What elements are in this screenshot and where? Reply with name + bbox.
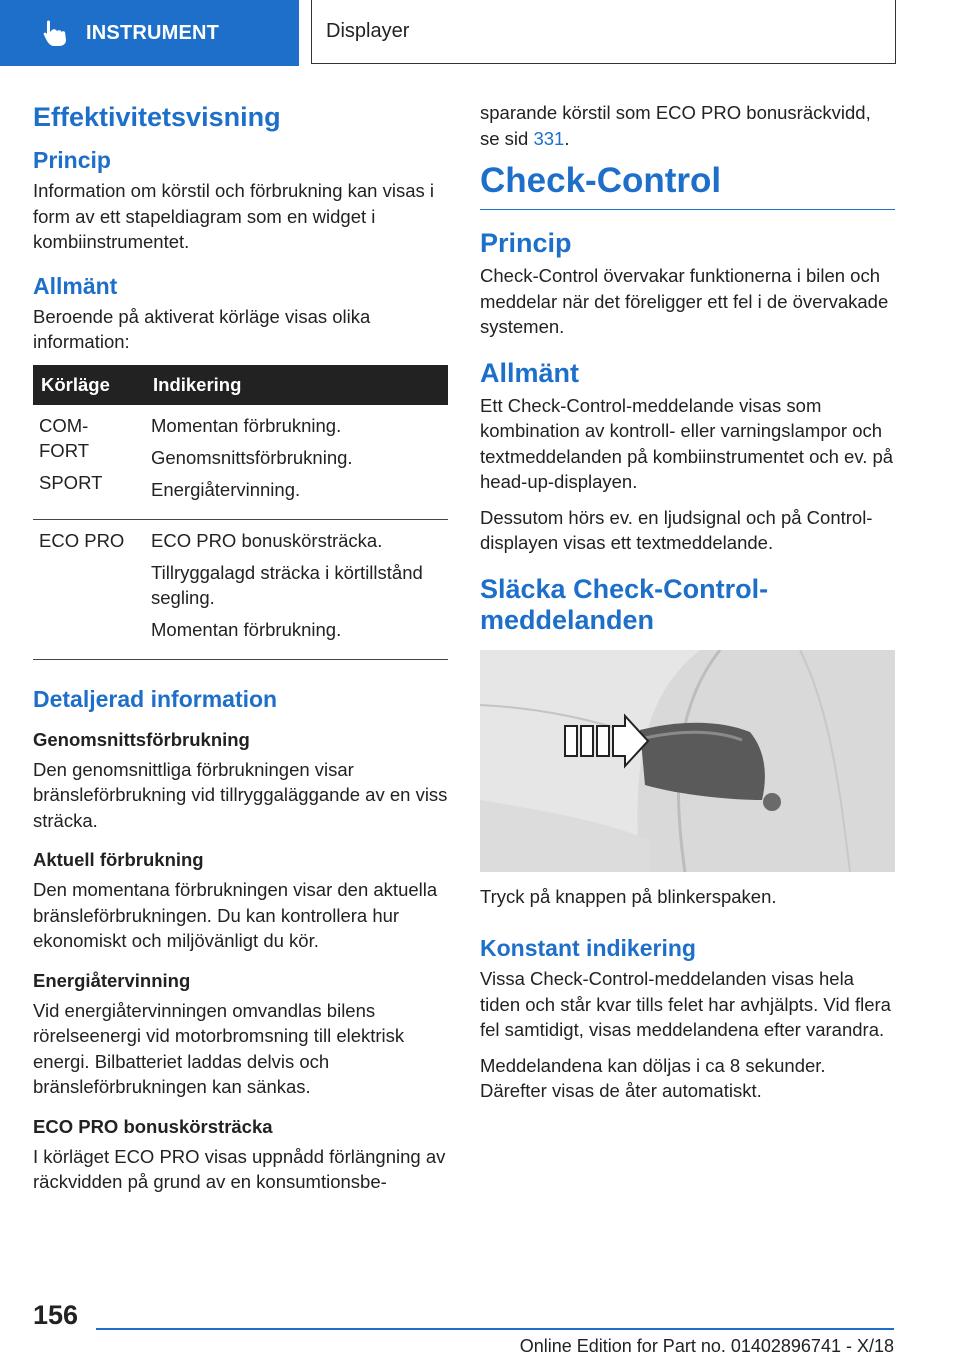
section-tab [0,0,299,66]
page-reference-link[interactable]: 331 [533,127,565,149]
page-number: 156 [33,1300,79,1330]
turn-signal-lever-figure [480,650,895,872]
princip-text: Check-Control övervakar funktionerna i bilen och meddelar när det föreligger ett fel i de övervakade systemen. [480,265,889,338]
indication-item: Energiåtervinning. [151,478,301,500]
chapter-label: Displayer [326,20,410,42]
indication-item: Momentan förbrukning. [151,414,342,436]
allmant-heading: Allmänt [33,272,118,299]
indication-item: Tillryggalagd sträcka i körtillstånd segling. [151,561,423,608]
subsection-text: Den momentana förbrukningen visar den aktuella bränsleförbrukningen. Du kan kontrollera hur ekonomiskt och miljövänligt du kör. [33,879,438,951]
section-label: INSTRUMENT [86,21,220,44]
princip-heading: Princip [33,147,111,173]
chapter-tab [311,0,896,64]
mode-sport: SPORT [39,471,103,493]
allmant-heading: Allmänt [480,357,580,388]
table-row [33,405,448,520]
continuation-text [480,100,895,151]
mode-table [33,365,448,660]
left-column [33,96,448,1205]
section-title: Effektivitetsvisning [33,102,281,132]
subsection-text: Vid energiåtervinningen omvandlas bilens rörelseenergi vid motorbromsning till elektrisk energi. Bilbatteriet laddas delvis och bränsleförbrukningen kan sänkas. [33,999,405,1097]
konstant-text: Vissa Check-Control-meddelanden visas hela tiden och står kvar tills felet har avhjälpts. Vid flera fel samtidigt, visas meddelandena efter varandra. [480,968,891,1041]
allmant-text: Beroende på aktiverat körläge visas olika information: [33,305,371,352]
allmant-text: Dessutom hörs ev. en ljudsignal och på Control-displayen visas ett textmeddelande. [480,506,873,554]
continuation-body: sparande körstil som ECO PRO bonusräckvidd, se sid [480,102,871,149]
subsection-title: ECO PRO bonuskörsträcka [33,1115,273,1137]
right-column [480,100,895,1114]
allmant-text: Ett Check-Control-meddelande visas som kombination av kontroll- eller varningslampor och textmeddelanden på kombiinstrumentet och ev. på head-up-displayen. [480,394,894,493]
table-header-mode: Körläge [33,365,145,405]
check-control-title: Check-Control [480,161,895,210]
konstant-text: Meddelandena kan döljas i ca 8 sekunder. Därefter visas de åter automatiskt. [480,1054,826,1102]
edition-footer: Online Edition for Part no. 01402896741 - X/18 [519,1336,894,1356]
pointing-hand-icon [40,18,70,48]
detail-heading: Detaljerad information [33,685,278,712]
slacka-heading: Släcka Check-Control-meddelanden [480,573,769,635]
mode-eco-pro: ECO PRO [39,529,125,551]
indication-item: Genomsnittsförbrukning. [151,446,353,468]
princip-heading: Princip [480,228,572,258]
subsection-title: Aktuell förbrukning [33,849,204,870]
continuation-end: . [564,127,570,149]
indication-item: Momentan förbrukning. [151,618,342,640]
subsection-text: Den genomsnittliga förbrukningen visar bränsleförbrukning vid tillryggaläggande av en viss sträcka. [33,758,448,831]
princip-text: Information om körstil och förbrukning kan visas i form av ett stapeldiagram som en widget i kombiinstrumentet. [33,180,435,252]
konstant-heading: Konstant indikering [480,935,696,962]
subsection-title: Genomsnittsförbrukning [33,728,250,750]
mode-comfort: COM- FORT [39,414,90,461]
indication-item: ECO PRO bonuskörsträcka. [151,529,383,551]
table-row [33,519,448,659]
figure-caption: Tryck på knappen på blinkerspaken. [480,885,777,907]
footer-divider [96,1328,894,1330]
table-header-indication: Indikering [145,365,448,405]
subsection-title: Energiåtervinning [33,969,191,991]
subsection-text: I körläget ECO PRO visas uppnådd förlängning av räckvidden på grund av en konsumtionsbe- [33,1145,446,1192]
